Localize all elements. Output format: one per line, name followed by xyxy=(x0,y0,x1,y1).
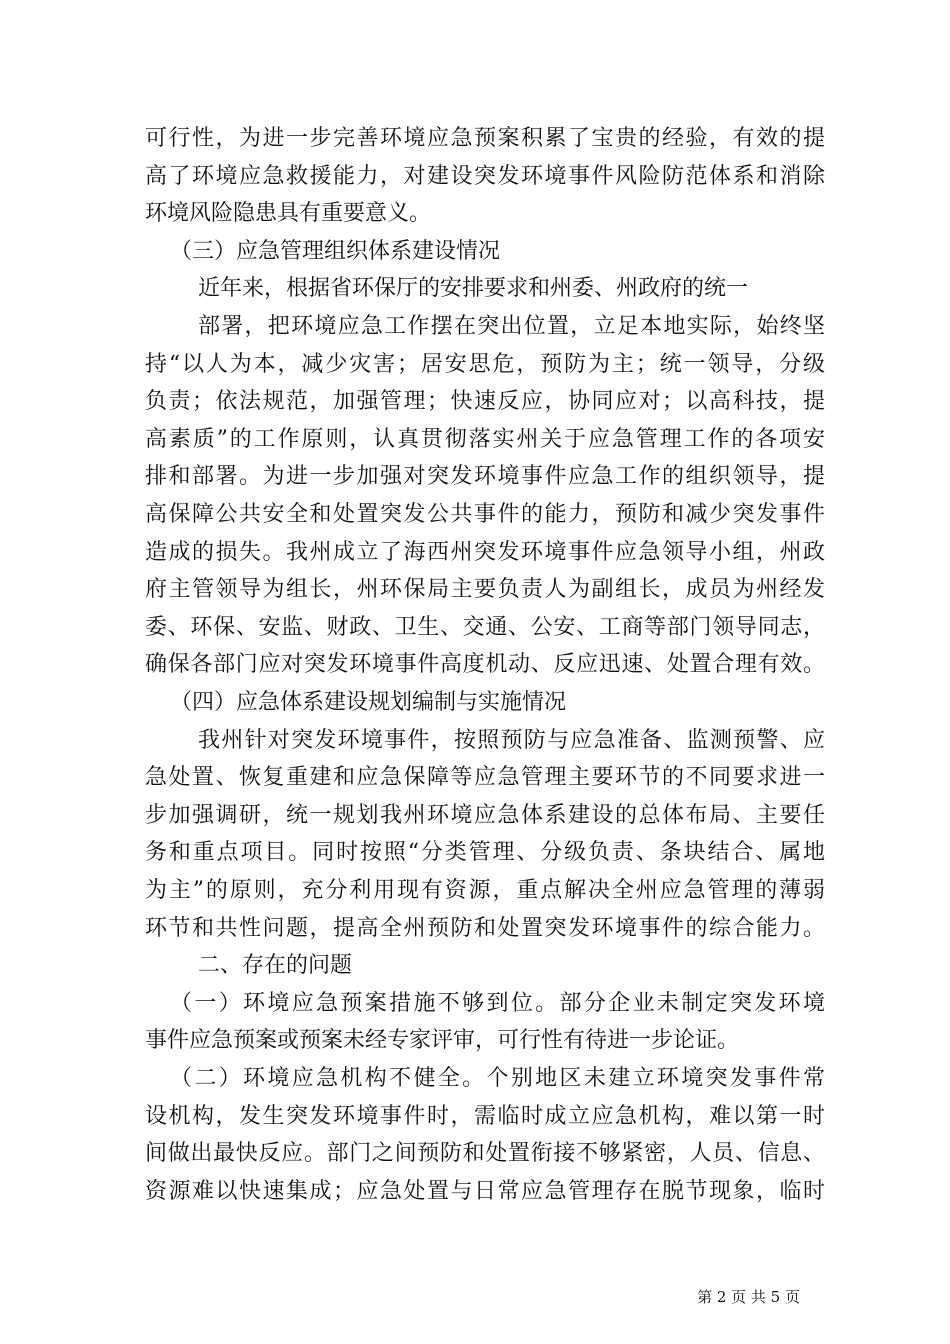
text-line: 高素质”的工作原则，认真贯彻落实州关于应急管理工作的各项安 xyxy=(145,426,825,452)
text-line: 环境风险隐患具有重要意义。 xyxy=(145,201,432,227)
text-line: 部署，把环境应急工作摆在突出位置，立足本地实际，始终坚 xyxy=(198,314,825,339)
text-line: 确保各部门应对突发环境事件高度机动、反应迅速、处置合理有效。 xyxy=(145,652,825,678)
text-line: 二、存在的问题 xyxy=(198,953,353,979)
text-line: （三）应急管理组织体系建设情况 xyxy=(170,238,501,264)
text-line: 务和重点项目。同时按照“分类管理、分级负责、条块结合、属地 xyxy=(145,840,825,866)
text-line: 环节和共性问题，提高全州预防和处置突发环境事件的综合能力。 xyxy=(145,915,825,941)
text-line: 事件应急预案或预案未经专家评审，可行性有待进一步论证。 xyxy=(145,1028,740,1054)
text-line: 排和部署。为进一步加强对突发环境事件应急工作的组织领导，提 xyxy=(145,464,825,490)
page-number-footer: 第 2 页 共 5 页 xyxy=(697,1288,800,1306)
text-line: （四）应急体系建设规划编制与实施情况 xyxy=(170,690,567,715)
text-line: 负责；依法规范，加强管理；快速反应，协同应对；以高科技，提 xyxy=(145,389,825,415)
text-line: 急处置、恢复重建和应急保障等应急管理主要环节的不同要求进一 xyxy=(145,765,825,791)
text-line: 高了环境应急救援能力，对建设突发环境事件风险防范体系和消除 xyxy=(145,163,825,189)
text-line: 府主管领导为组长，州环保局主要负责人为副组长，成员为州经发 xyxy=(145,577,825,603)
text-line: 近年来，根据省环保厅的安排要求和州委、州政府的统一 xyxy=(198,276,749,302)
text-line: 造成的损失。我州成立了海西州突发环境事件应急领导小组，州政 xyxy=(145,539,825,565)
text-line: 为主”的原则，充分利用现有资源，重点解决全州应急管理的薄弱 xyxy=(145,878,825,903)
text-line: 持“以人为本，减少灾害；居安思危，预防为主；统一领导，分级 xyxy=(145,351,825,377)
text-line: （一）环境应急预案措施不够到位。部分企业未制定突发环境 xyxy=(170,990,825,1016)
text-line: 可行性，为进一步完善环境应急预案积累了宝贵的经验，有效的提 xyxy=(145,126,825,151)
text-line: 我州针对突发环境事件，按照预防与应急准备、监测预警、应 xyxy=(198,727,825,753)
text-line: 委、环保、安监、财政、卫生、交通、公安、工商等部门领导同志， xyxy=(145,614,825,640)
text-line: 间做出最快反应。部门之间预防和处置衔接不够紧密，人员、信息、 xyxy=(145,1141,825,1167)
text-line: 资源难以快速集成；应急处置与日常应急管理存在脱节现象，临时 xyxy=(145,1178,825,1204)
text-line: 高保障公共安全和处置突发公共事件的能力，预防和减少突发事件 xyxy=(145,502,825,527)
text-line: 设机构，发生突发环境事件时，需临时成立应急机构，难以第一时 xyxy=(145,1103,825,1129)
text-line: （二）环境应急机构不健全。个别地区未建立环境突发事件常 xyxy=(170,1066,825,1091)
text-line: 步加强调研，统一规划我州环境应急体系建设的总体布局、主要任 xyxy=(145,802,825,828)
